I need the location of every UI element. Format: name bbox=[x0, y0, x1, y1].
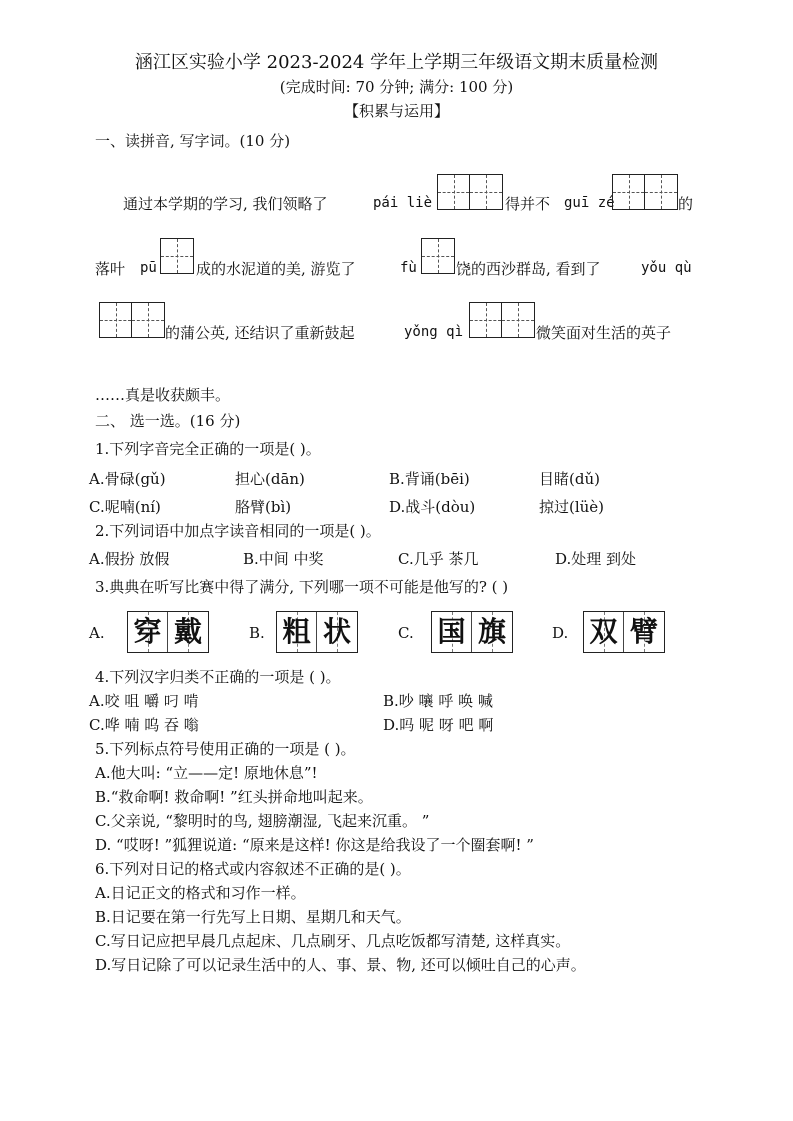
section-tag: 【积累与运用】 bbox=[343, 102, 449, 120]
q2-3-b-char1: 粗 bbox=[282, 615, 311, 648]
q2-3-option-d-box[interactable] bbox=[583, 611, 665, 653]
q1-line1-text1: 通过本学期的学习, 我们领略了 bbox=[123, 195, 328, 213]
q2-3-stem: 3.典典在听写比赛中得了满分, 下列哪一项不可能是他写的? ( ) bbox=[95, 578, 509, 596]
q2-3-d-char1: 双 bbox=[589, 615, 618, 648]
q2-3-c-char2: 旗 bbox=[477, 615, 506, 648]
q1-line1-pinyin2: guī zé bbox=[564, 195, 615, 211]
q2-3-b-char2: 状 bbox=[322, 615, 351, 648]
exam-title: 涵江区实验小学 2023-2024 学年上学期三年级语文期末质量检测 bbox=[134, 52, 659, 73]
q2-3-a-char2: 戴 bbox=[173, 615, 202, 648]
q2-1-option-a2: 担心(dān) bbox=[235, 470, 305, 488]
q2-1-option-c1[interactable]: C.呢喃(ní) bbox=[89, 498, 161, 516]
q1-line2-text1: 落叶 bbox=[95, 260, 126, 278]
q2-3-option-c-label[interactable]: C. bbox=[398, 624, 414, 642]
q2-5-option-c[interactable]: C.父亲说, “黎明时的鸟, 翅膀潮湿, 飞起来沉重。 ” bbox=[95, 812, 430, 830]
q2-4-option-b[interactable]: B.吵 嚷 呼 唤 喊 bbox=[383, 692, 493, 710]
answer-grid-pu[interactable] bbox=[160, 238, 194, 274]
q2-6-stem: 6.下列对日记的格式或内容叙述不正确的是( )。 bbox=[95, 860, 411, 878]
q2-1-option-d2: 掠过(lüè) bbox=[539, 498, 605, 516]
answer-grid-pai-lie[interactable] bbox=[437, 174, 503, 210]
q2-3-d-char2: 臂 bbox=[629, 615, 658, 648]
q2-1-option-b2: 目睹(dǔ) bbox=[539, 470, 600, 488]
q2-2-option-c[interactable]: C.几乎 茶几 bbox=[398, 550, 479, 568]
answer-grid-gui-ze[interactable] bbox=[612, 174, 678, 210]
q2-2-option-b[interactable]: B.中间 中奖 bbox=[243, 550, 324, 568]
q1-line4: ……真是收获颇丰。 bbox=[95, 386, 231, 404]
q2-5-option-b[interactable]: B.“救命啊! 救命啊! ”红头拼命地叫起来。 bbox=[95, 788, 373, 806]
q2-5-stem: 5.下列标点符号使用正确的一项是 ( )。 bbox=[95, 740, 356, 758]
q1-line1-pinyin1: pái liè bbox=[373, 195, 433, 211]
q2-3-option-c-box[interactable] bbox=[431, 611, 513, 653]
q2-3-option-d-label[interactable]: D. bbox=[552, 624, 569, 642]
exam-subtitle: (完成时间: 70 分钟; 满分: 100 分) bbox=[279, 78, 514, 96]
q2-1-option-c2: 胳臂(bì) bbox=[235, 498, 292, 516]
q2-2-stem: 2.下列词语中加点字读音相同的一项是( )。 bbox=[95, 522, 381, 540]
q2-3-c-char1: 国 bbox=[437, 615, 466, 648]
q1-line2-pinyin1: pū bbox=[140, 260, 157, 276]
q1-line3-text2: 微笑面对生活的英子 bbox=[536, 324, 672, 342]
q2-4-stem: 4.下列汉字归类不正确的一项是 ( )。 bbox=[95, 668, 341, 686]
q2-6-option-a[interactable]: A.日记正文的格式和习作一样。 bbox=[95, 884, 306, 902]
q2-1-stem: 1.下列字音完全正确的一项是( )。 bbox=[95, 440, 321, 458]
answer-grid-you-qu[interactable] bbox=[99, 302, 165, 338]
q1-line1-text2: 得并不 bbox=[505, 195, 551, 213]
q2-6-option-b[interactable]: B.日记要在第一行先写上日期、星期几和天气。 bbox=[95, 908, 411, 926]
q2-heading: 二、 选一选。(16 分) bbox=[95, 412, 241, 430]
q2-3-option-a-label[interactable]: A. bbox=[89, 624, 105, 642]
q2-3-option-a-box[interactable] bbox=[127, 611, 209, 653]
q2-2-option-d[interactable]: D.处理 到处 bbox=[555, 550, 637, 568]
q2-3-option-b-label[interactable]: B. bbox=[249, 624, 265, 642]
answer-grid-yong-qi[interactable] bbox=[469, 302, 535, 338]
q1-line2-text3: 饶的西沙群岛, 看到了 bbox=[456, 260, 601, 278]
q2-6-option-c[interactable]: C.写日记应把早晨几点起床、几点刷牙、几点吃饭都写清楚, 这样真实。 bbox=[95, 932, 571, 950]
q2-1-option-a1[interactable]: A.骨碌(gǔ) bbox=[89, 470, 166, 488]
q2-4-option-d[interactable]: D.吗 呢 呀 吧 啊 bbox=[383, 716, 494, 734]
q1-line3-text1: 的蒲公英, 还结识了重新鼓起 bbox=[165, 324, 355, 342]
q2-4-option-c[interactable]: C.哗 喃 呜 吞 嗡 bbox=[89, 716, 199, 734]
q2-4-option-a[interactable]: A.咬 咀 嚼 叼 啃 bbox=[89, 692, 199, 710]
q2-5-option-d[interactable]: D. “哎呀! ”狐狸说道: “原来是这样! 你这是给我设了一个圈套啊! ” bbox=[95, 836, 534, 854]
q1-line2-text2: 成的水泥道的美, 游览了 bbox=[196, 260, 356, 278]
q2-3-a-char1: 穿 bbox=[133, 615, 162, 648]
q1-line3-pinyin1: yǒng qì bbox=[404, 324, 464, 340]
q2-5-option-a[interactable]: A.他大叫: “立——定! 原地休息”! bbox=[95, 764, 318, 782]
q1-line2-pinyin2: fù bbox=[400, 260, 417, 276]
q1-line2-pinyin3: yǒu qù bbox=[641, 260, 692, 276]
q2-1-option-b1[interactable]: B.背诵(bēi) bbox=[389, 470, 470, 488]
q2-3-option-b-box[interactable] bbox=[276, 611, 358, 653]
q2-6-option-d[interactable]: D.写日记除了可以记录生活中的人、事、景、物, 还可以倾吐自己的心声。 bbox=[95, 956, 586, 974]
q2-1-option-d1[interactable]: D.战斗(dòu) bbox=[389, 498, 476, 516]
q1-line1-text3: 的 bbox=[678, 195, 694, 213]
q1-heading: 一、读拼音, 写字词。(10 分) bbox=[95, 132, 291, 150]
answer-grid-fu[interactable] bbox=[421, 238, 455, 274]
q2-2-option-a[interactable]: A.假扮 放假 bbox=[89, 550, 170, 568]
